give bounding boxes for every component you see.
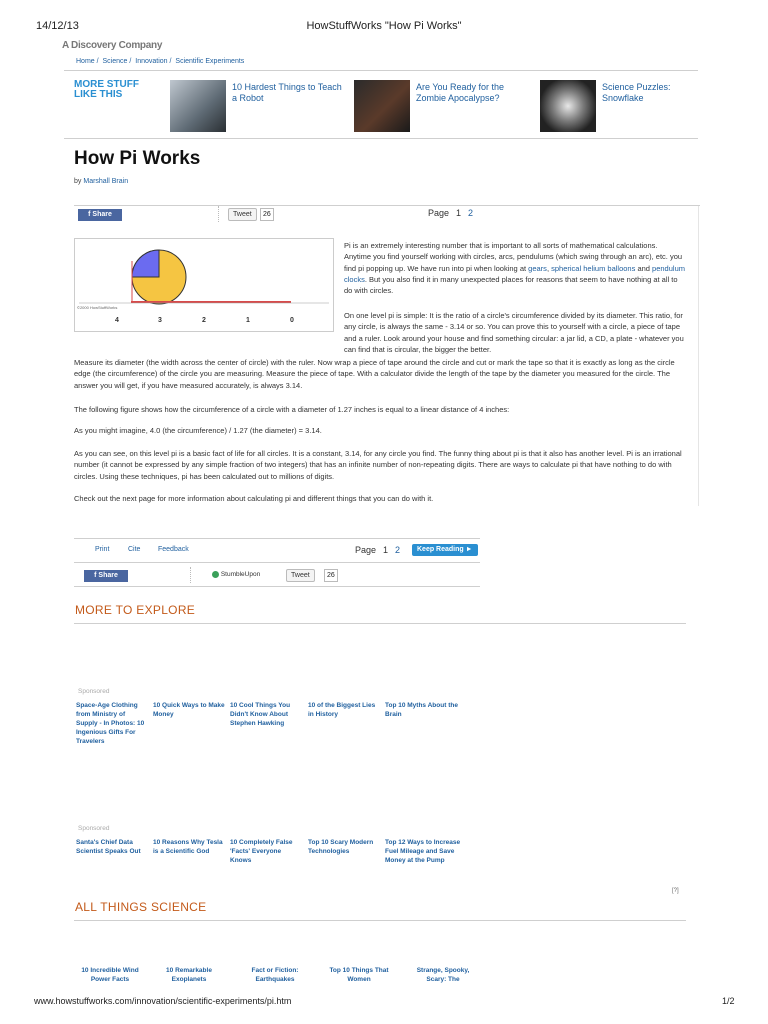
divider: [74, 586, 480, 587]
separator: [190, 567, 192, 583]
promo-link[interactable]: 10 Hardest Things to Teach a Robot: [232, 82, 342, 103]
paragraph-3: The following figure shows how the circumference of a circle with a diameter of 1.27 inches is equal to a linear distance of 4 inches:: [74, 405, 510, 414]
keep-reading-button[interactable]: Keep Reading ►: [412, 544, 478, 556]
p1-text-d: . But you also find it in many unexpected places for reasons that seem to have nothing at all to do with circles.: [344, 274, 678, 296]
science-item[interactable]: 10 Incredible Wind Power Facts: [81, 967, 139, 983]
explore-item[interactable]: Top 10 Myths About the Brain: [385, 702, 458, 718]
explore-item[interactable]: 10 Reasons Why Tesla is a Scientific God: [153, 839, 223, 855]
divider: [74, 623, 686, 624]
promo-thumbnail[interactable]: [354, 80, 410, 132]
explore-item[interactable]: Santa's Chief Data Scientist Speaks Out: [76, 839, 141, 855]
pendulum-clocks-link[interactable]: pendulum clocks: [344, 263, 685, 284]
explore-item[interactable]: Top 12 Ways to Increase Fuel Mileage and Save Money at the Pump: [385, 839, 461, 864]
facebook-icon: f: [94, 572, 99, 579]
promo-thumbnail[interactable]: [540, 80, 596, 132]
pagination: [428, 208, 473, 218]
tick-1: 1: [246, 317, 250, 324]
paragraph-1: [344, 240, 686, 296]
tick-3: 3: [158, 317, 162, 324]
paragraph-4: As you might imagine, 4.0 (the circumference) / 1.27 (the diameter) = 3.14.: [74, 426, 322, 435]
promo-card[interactable]: [540, 80, 720, 134]
stumbleupon-label: StumbleUpon: [220, 571, 261, 579]
tick-2: 2: [202, 317, 206, 324]
p1-text-a: Pi is an extremely interesting number that is important to all sorts of mathematical calculations. Anytime you find yourself working with circles, arcs, pendulums (which swing through an arc), etc. you find pi popping up. We have run into pi when looking at: [344, 241, 683, 273]
tick-0: 0: [290, 317, 294, 324]
cite-link[interactable]: Cite: [128, 546, 141, 553]
separator: [218, 206, 220, 222]
byline-prefix: by: [74, 178, 82, 185]
science-item[interactable]: Fact or Fiction: Earthquakes: [251, 967, 299, 983]
breadcrumb-scientific-experiments[interactable]: Scientific Experiments: [175, 58, 245, 65]
explore-item[interactable]: 10 Quick Ways to Make Money: [153, 702, 225, 718]
promo-card[interactable]: [354, 80, 534, 134]
sponsored-label: Sponsored: [78, 688, 110, 695]
divider: [64, 138, 698, 139]
page-label: Page: [428, 208, 450, 218]
page-2-link[interactable]: 2: [468, 208, 474, 218]
breadcrumb-innovation[interactable]: Innovation /: [135, 58, 172, 65]
tweet-count-bottom: 26: [324, 569, 338, 582]
byline: [74, 178, 128, 185]
share-label: Share: [92, 211, 112, 218]
print-footer-url: www.howstuffworks.com/innovation/scientific-experiments/pi.htm: [34, 996, 292, 1006]
print-link[interactable]: Print: [95, 546, 110, 553]
tweet-count: 26: [260, 208, 274, 221]
page-1[interactable]: 1: [456, 208, 462, 218]
helium-balloons-link[interactable]: spherical helium balloons: [551, 263, 636, 273]
paragraph-2a: On one level pi is simple: It is the ratio of a circle's circumference divided by its diameter. This ratio, for any circle, is always the same - 3.14 or so. You can prove this to yourself with a circle, a piece of tape and a ruler. Look around your house and find something circular: a jar lid, a CD, a plate - whatever you can find that is circular, the bigger the better.: [344, 311, 684, 354]
breadcrumb: [76, 58, 246, 65]
all-things-science-heading: ALL THINGS SCIENCE: [75, 900, 207, 914]
circle-quarter-blue: [132, 250, 159, 277]
print-date: 14/12/13: [36, 20, 79, 32]
share-label: Share: [98, 572, 118, 579]
explore-item[interactable]: Space-Age Clothing from Ministry of Supply - In Photos: 10 Ingenious Gifts For Travelers: [76, 702, 145, 745]
explore-item[interactable]: 10 Completely False 'Facts' Everyone Knows: [230, 839, 293, 864]
print-footer-page: 1/2: [722, 996, 735, 1006]
discovery-logo[interactable]: A Discovery Company: [62, 40, 163, 51]
explore-item[interactable]: Top 10 Scary Modern Technologies: [308, 839, 374, 855]
feedback-link[interactable]: Feedback: [158, 546, 189, 553]
print-title: HowStuffWorks "How Pi Works": [306, 20, 462, 32]
page-label: Page: [355, 545, 377, 555]
tweet-button[interactable]: Tweet: [228, 208, 257, 221]
page-title: How Pi Works: [74, 148, 201, 169]
bottom-pagination: [355, 545, 400, 555]
paragraph-2b: Measure its diameter (the width across the center of circle) with the ruler. Now wrap a piece of tape around the circle and cut or mark the tape so that it is exactly as long as the circle edge (the circumference) of the circle you are measuring. Measure the piece of tape. With a calculator divide the length of the tape by the diameter you measured for the circle. The answer you will get, if you have measured accurately, is always 3.14.: [74, 358, 675, 390]
figure-caption: ©2000 HowStuffWorks: [77, 305, 118, 310]
promo-thumbnail[interactable]: [170, 80, 226, 132]
tick-4: 4: [115, 317, 119, 324]
facebook-share-button-bottom[interactable]: [84, 570, 128, 582]
stumbleupon-button[interactable]: [212, 571, 260, 578]
pi-figure: [74, 238, 334, 332]
explore-item[interactable]: 10 Cool Things You Didn't Know About Stephen Hawking: [230, 702, 291, 727]
science-item[interactable]: Top 10 Things That Women: [329, 967, 389, 983]
facebook-icon: f: [88, 211, 93, 218]
column-rule: [698, 206, 699, 506]
explore-item[interactable]: 10 of the Biggest Lies in History: [308, 702, 376, 718]
divider: [74, 562, 480, 563]
paragraph-6: Check out the next page for more information about calculating pi and different things that you can do with it.: [74, 494, 434, 503]
science-item[interactable]: 10 Remarkable Exoplanets: [166, 967, 212, 983]
stumbleupon-icon: [212, 571, 219, 578]
promo-link[interactable]: Science Puzzles: Snowflake: [602, 82, 671, 103]
author-link[interactable]: Marshall Brain: [83, 178, 129, 185]
more-stuff-label: MORE STUFF LIKE THIS: [74, 79, 139, 100]
tweet-button-bottom[interactable]: Tweet: [286, 569, 315, 582]
promo-link[interactable]: Are You Ready for the Zombie Apocalypse?: [416, 82, 505, 103]
breadcrumb-science[interactable]: Science /: [102, 58, 132, 65]
pie-circle: [132, 250, 186, 304]
breadcrumb-home[interactable]: Home /: [76, 58, 99, 65]
divider: [74, 205, 700, 206]
promo-card[interactable]: [170, 80, 350, 134]
more-to-explore-heading: MORE TO EXPLORE: [75, 603, 196, 617]
gears-link[interactable]: gears: [528, 263, 547, 273]
paragraph-5: As you can see, on this level pi is a basic fact of life for all circles. It is a constant, 3.14, for any circle you find. The funny thing about pi is that it also has another level. Pi is an irrational number (it cannot be expressed by any simple fraction of two integers) that has an infinite number of non-repeating digits. There are ways to calculate pi that have nothing to do with circles. Using these techniques, pi has been calculated out to millions of digits.: [74, 449, 682, 481]
divider: [64, 70, 698, 71]
p1-text-b: ,: [546, 263, 550, 273]
facebook-share-button[interactable]: [78, 209, 122, 221]
divider: [74, 920, 686, 921]
p1-text-c: and: [637, 263, 650, 273]
page-2-link[interactable]: 2: [395, 545, 401, 555]
sponsored-label: Sponsored: [78, 825, 110, 832]
science-item[interactable]: Strange, Spooky, Scary: The: [416, 967, 470, 983]
page-1[interactable]: 1: [383, 545, 389, 555]
ad-help-link[interactable]: [?]: [672, 888, 679, 894]
divider: [74, 538, 480, 539]
